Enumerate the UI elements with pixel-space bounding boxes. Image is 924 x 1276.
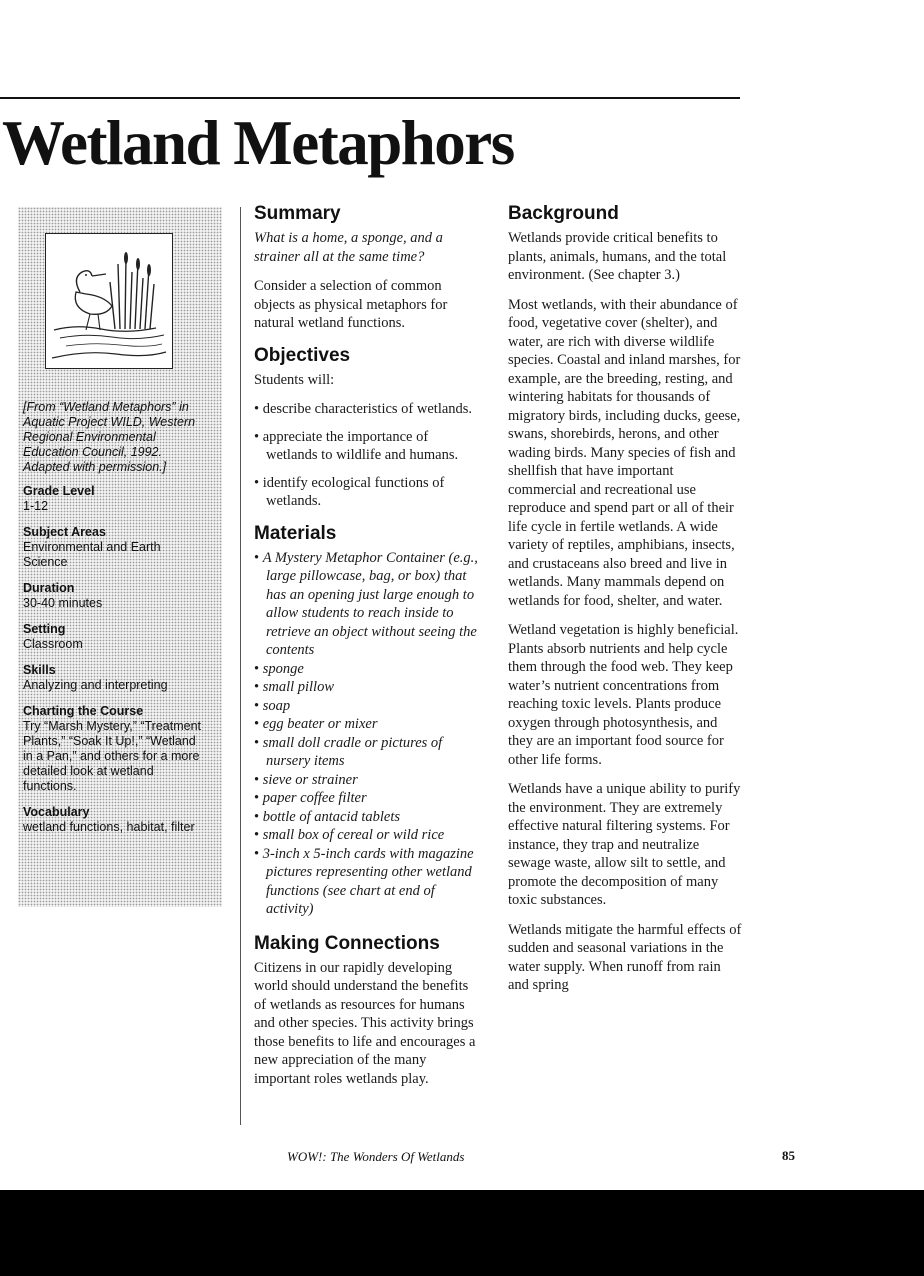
list-item: • appreciate the importance of wetlands to wildlife and humans. (254, 428, 482, 465)
subject-areas: Subject Areas Environmental and Earth Science (23, 525, 161, 569)
duration: Duration 30-40 minutes (23, 581, 103, 610)
sidebar-text (23, 400, 203, 846)
footer-book-title: WOW!: The Wonders Of Wetlands (287, 1149, 465, 1164)
background-paragraph: Wetland vegetation is highly beneficial. Plants absorb nutrients and help cycle them through the food web. They keep water’s nutrient concentrations from reaching toxic levels. Plants produce oxygen through photosynthesis, and they are an important food source for other life forms. (508, 622, 739, 768)
heron-illustration (45, 233, 173, 369)
right-column (508, 203, 744, 1006)
setting: Setting Classroom (23, 622, 83, 651)
background-paragraph: Wetlands provide critical benefits to plants, animals, humans, and the total environment. (See chapter 3.) (508, 230, 727, 283)
list-item: • 3-inch x 5-inch cards with magazine pictures representing other wetland functions (see chart at end of activity) (254, 845, 482, 919)
background-paragraph: Most wetlands, with their abundance of food, vegetative cover (shelter), and water, are rich with diverse wildlife species. Coastal and inland marshes, for example, are the breeding, resting, and wintering habitats for thousands of migratory birds, including ducks, geese, swans, shorebirds, herons, and other wading birds. Many species of fish and shellfish that have important commercial and recreational use reproduce and spend part or all of their life cycle in fertile wetlands. A wide variety of reptiles, amphibians, insects, and crustaceans also breed and live in wetlands. Many mammals depend on wetlands for food, shelter, and water. (508, 296, 741, 609)
page-number: 85 (782, 1148, 795, 1163)
page-title: Wetland Metaphors (2, 108, 514, 178)
list-item: • sieve or strainer (254, 771, 482, 790)
vocabulary: Vocabulary wetland functions, habitat, filter (23, 805, 195, 834)
objectives-intro: Students will: (254, 371, 335, 388)
objectives-section (254, 345, 482, 511)
scan-border (0, 1190, 924, 1276)
skills: Skills Analyzing and interpreting (23, 663, 168, 692)
list-item: • egg beater or mixer (254, 715, 482, 734)
middle-column (254, 203, 482, 1099)
list-item: • bottle of antacid tablets (254, 808, 482, 827)
list-item: • paper coffee filter (254, 789, 482, 808)
source-credit: [From “Wetland Metaphors” in Aquatic Project WILD, Western Regional Environmental Education Council, 1992. Adapted with permission.] (23, 400, 196, 474)
list-item: • small pillow (254, 678, 482, 697)
summary-section (254, 203, 482, 333)
list-item: • small doll cradle or pictures of nursery items (254, 734, 482, 771)
list-item: • sponge (254, 660, 482, 679)
objectives-heading: Objectives (254, 344, 351, 366)
list-item: • describe characteristics of wetlands. (254, 400, 482, 419)
top-rule (0, 97, 740, 99)
list-item: • small box of cereal or wild rice (254, 826, 482, 845)
making-connections-heading: Making Connections (254, 932, 440, 954)
list-item: • soap (254, 697, 482, 716)
column-divider (240, 207, 241, 1125)
objectives-list (254, 400, 482, 511)
materials-list (254, 549, 482, 919)
background-heading: Background (508, 203, 619, 224)
summary-question: What is a home, a sponge, and a strainer all at the same time? (254, 230, 443, 265)
grade-level: Grade Level 1-12 (23, 484, 95, 513)
making-connections-text: Citizens in our rapidly developing world should understand the benefits of wetlands as resources for humans and other species. This activity brings those benefits to life and encourages a new appreciation of the many important roles wetlands play. (254, 959, 476, 1087)
list-item: • identify ecological functions of wetlands. (254, 474, 482, 511)
background-paragraph: Wetlands have a unique ability to purify the environment. They are extremely effective natural filtering systems. For instance, they trap and neutralize sewage waste, allow silt to settle, and promote the decomposition of many toxic substances. (508, 781, 741, 908)
materials-heading: Materials (254, 522, 337, 544)
summary-text: Consider a selection of common objects as physical metaphors for natural wetland functions. (254, 278, 448, 331)
charting-the-course: Charting the Course Try “Marsh Mystery,” “Treatment Plants,” “Soak It Up!,” “Wetland in a Pan,” and others for a more detailed look at wetland functions. (23, 704, 202, 793)
heron-icon (46, 234, 172, 368)
background-section (508, 203, 744, 995)
summary-heading: Summary (254, 203, 341, 224)
background-paragraph: Wetlands mitigate the harmful effects of sudden and seasonal variations in the water supply. When runoff from rain and spring (508, 921, 742, 993)
materials-section (254, 523, 482, 919)
making-connections-section (254, 933, 482, 1089)
list-item: • A Mystery Metaphor Container (e.g., large pillowcase, bag, or box) that has an opening just large enough to allow students to reach inside to retrieve an object without seeing the contents (254, 549, 482, 660)
